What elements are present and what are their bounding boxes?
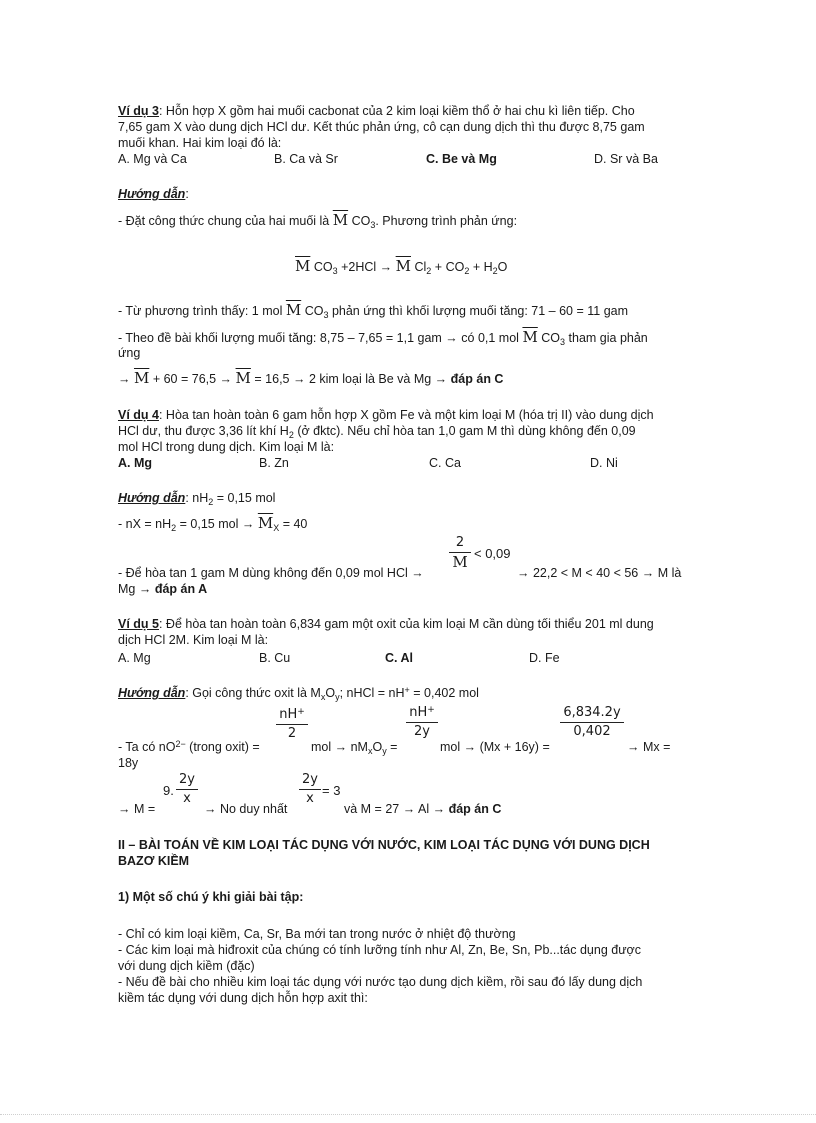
solution-5-text: và M = 27 → Al →: [344, 802, 446, 816]
mbar-symbol: $\overline{M}$: [285, 301, 302, 319]
note-line-3: với dung dịch kiềm (đặc): [118, 959, 255, 973]
example-4-text: HCl dư, thu được 3,36 lít khí H: [118, 424, 289, 438]
sup-2-minus: 2−: [175, 739, 186, 749]
example-4-text: (ở đktc). Nếu chỉ hòa tan 1,0 gam M thì dùng không đến 0,09: [293, 424, 636, 438]
solution-4-line-2: - Để hòa tan 1 gam M dùng không đến 0,09 mol HCl →: [118, 566, 424, 580]
section-title-line-2: BAZƠ KIỀM: [118, 854, 190, 868]
fraction-bar: [560, 722, 624, 723]
solution-5-text: ; nHCl = nH: [339, 686, 405, 700]
fraction-bar: [276, 724, 308, 725]
fraction-nh-over-2: [276, 707, 308, 742]
fraction-numerator: 2: [455, 535, 465, 550]
solution-5-text: =: [386, 740, 398, 754]
sup-plus: +: [404, 685, 410, 695]
solution-4-text: : nH: [185, 491, 209, 505]
solution-5-line-3-b: → No duy nhất: [204, 802, 288, 816]
o-text: O: [325, 686, 336, 700]
mbar-symbol: $\overline{M}$: [395, 257, 411, 275]
solution-5-heading: Hướng dẫn: [118, 686, 186, 700]
example-3-text: : Hỗn hợp X gồm hai muối cacbonat của 2 kim loại kiềm thổ ở hai chu kì liên tiếp. Cho: [158, 104, 635, 118]
solution-3-heading: Hướng dẫn: [118, 187, 186, 201]
answer-label: đáp án C: [450, 372, 504, 386]
solution-4-text: = 0,15 mol →: [176, 517, 255, 531]
fraction-2y-over-x-b: [299, 772, 321, 807]
fraction-mass-over-mol: [560, 705, 624, 740]
solution-3-line-1: [118, 213, 517, 229]
solution-4-text: = 40: [282, 517, 308, 531]
solution-5-line-1-d: → Mx =: [627, 740, 671, 754]
fraction-2y-over-x-a: [176, 772, 198, 807]
fraction-numerator: 2y: [302, 772, 318, 787]
sub-2: 2: [426, 266, 432, 276]
solution-3-line-2: [118, 303, 628, 319]
example-4-line-3: mol HCl trong dung dịch. Kim loại M là:: [118, 440, 335, 454]
note-line-2: - Các kim loại mà hiđroxit của chúng có tính lưỡng tính như Al, Zn, Be, Sn, Pb...tác dụng được: [118, 943, 642, 957]
note-line-4: - Nếu đề bài cho nhiều kim loại tác dụng với nước tạo dung dịch kiềm, rồi sau đó lấy dung dịch: [118, 975, 643, 989]
example-3-option-d: D. Sr và Ba: [594, 152, 658, 166]
example-3-title: Ví dụ 3: [118, 104, 159, 118]
sub-x: X: [273, 523, 280, 533]
fraction-comparison: < 0,09: [474, 546, 511, 561]
example-4-title: Ví dụ 4: [118, 408, 159, 422]
solution-3-text: = 16,5 → 2 kim loại là Be và Mg →: [254, 372, 448, 386]
fraction-denominator: 0,402: [573, 724, 611, 739]
sub-2: 2: [464, 266, 470, 276]
sub-2: 2: [208, 497, 214, 507]
sub-3: 3: [332, 266, 338, 276]
mbar-symbol: $\overline{M}$: [295, 257, 311, 275]
example-5-line-2: dịch HCl 2M. Kim loại M là:: [118, 633, 269, 647]
example-5-option-b: B. Cu: [259, 651, 291, 665]
solution-4-text: - nX = nH: [118, 517, 172, 531]
numerator-text: nH: [279, 707, 298, 722]
example-4-text: : Hòa tan hoàn toàn 6 gam hỗn hợp X gồm Fe và một kim loại M (hóa trị II) vào dung dịch: [158, 408, 654, 422]
equation-h2o: + H: [472, 260, 493, 274]
mbar-symbol: $\overline{M}$: [235, 369, 251, 387]
example-5-text: : Để hòa tan hoàn toàn 6,834 gam một oxit của kim loại M cần dùng tối thiểu 201 ml dung: [158, 617, 654, 631]
fraction-nh-over-2y: [406, 705, 438, 740]
solution-4-line-1: [118, 516, 307, 532]
o-text: O: [372, 740, 383, 754]
fraction-numerator: [406, 705, 438, 721]
fraction-bar: [299, 789, 321, 790]
solution-5-text: - Ta có nO: [118, 740, 176, 754]
solution-5-line-1-a: [118, 740, 260, 755]
fraction-equals-3: = 3: [322, 783, 341, 798]
solution-5-text: mol → nM: [311, 740, 368, 754]
example-5-line-1: [118, 617, 654, 632]
co-text: CO: [313, 260, 333, 274]
fraction-denominator: M: [452, 553, 468, 571]
example-5-title: Ví dụ 5: [118, 617, 159, 631]
example-3-line-3: muối khan. Hai kim loại đó là:: [118, 136, 282, 150]
example-3-option-a: A. Mg và Ca: [118, 152, 187, 166]
example-4-line-2: [118, 424, 636, 439]
fraction-bar: [176, 789, 198, 790]
sub-x: x: [367, 746, 373, 756]
solution-4-heading-line: [118, 491, 275, 506]
solution-3-text: - Từ phương trình thấy: 1 mol: [118, 304, 283, 318]
example-4-option-b: B. Zn: [259, 456, 289, 470]
solution-3-text-end: . Phương trình phản ứng:: [375, 214, 518, 228]
solution-4-text: Mg →: [118, 582, 152, 596]
solution-3-line-3: [118, 330, 648, 346]
solution-3-text: + 60 = 76,5 →: [152, 372, 233, 386]
solution-5-line-3-c: [344, 802, 501, 817]
mbar-symbol: $\overline{M}$: [332, 211, 349, 229]
fraction-numerator: 6,834.2y: [563, 705, 621, 720]
fraction-denominator: 2: [287, 726, 297, 741]
solution-3-line-4: ứng: [118, 346, 141, 360]
fraction-prefix: 9.: [163, 783, 174, 798]
mbar-symbol: $\overline{M}$: [257, 514, 274, 532]
solution-4-heading: Hướng dẫn: [118, 491, 186, 505]
sub-3: 3: [323, 310, 329, 320]
example-5-option-c: C. Al: [385, 651, 414, 665]
example-3-line-1: [118, 104, 635, 119]
fraction-denominator: 2y: [414, 724, 430, 739]
sub-y: y: [335, 692, 340, 702]
note-line-5: kiềm tác dụng với dung dịch hỗn hợp axit thì:: [118, 991, 368, 1005]
co-text: CO: [304, 304, 324, 318]
cl-text: Cl: [414, 260, 427, 274]
sup-plus: +: [297, 707, 305, 717]
example-4-option-c: C. Ca: [429, 456, 461, 470]
solution-3-line-5: [118, 371, 503, 387]
equation-plus-hcl: +2HCl →: [341, 260, 393, 274]
sup-plus: +: [427, 705, 435, 715]
example-3-line-2: 7,65 gam X vào dung dịch HCl dư. Kết thúc phản ứng, cô cạn dung dịch thì thu được 8,75 gam: [118, 120, 645, 134]
fraction-denominator: x: [183, 791, 191, 806]
solution-4-text: = 0,15 mol: [213, 491, 276, 505]
solution-5-line-2: 18y: [118, 756, 139, 770]
note-line-1: - Chỉ có kim loại kiềm, Ca, Sr, Ba mới tan trong nước ở nhiệt độ thường: [118, 927, 516, 941]
example-4-option-d: D. Ni: [590, 456, 618, 470]
fraction-numerator: 2y: [179, 772, 195, 787]
example-5-option-d: D. Fe: [529, 651, 560, 665]
sub-y: y: [382, 746, 387, 756]
o-text: O: [497, 260, 508, 274]
solution-3-text-end: phản ứng thì khối lượng muối tăng: 71 – 60 = 11 gam: [331, 304, 629, 318]
solution-5-text: (trong oxit) =: [185, 740, 260, 754]
fraction-2-over-m: [449, 535, 471, 570]
example-5-option-a: A. Mg: [118, 651, 151, 665]
mbar-symbol: $\overline{M}$: [522, 328, 538, 346]
mbar-symbol: $\overline{M}$: [133, 369, 150, 387]
answer-label: đáp án A: [154, 582, 208, 596]
reaction-equation: [295, 259, 507, 275]
sub-2: 2: [492, 266, 498, 276]
solution-3-heading-line: [118, 187, 189, 202]
sub-2: 2: [171, 523, 177, 533]
solution-5-text: = 0,402 mol: [409, 686, 479, 700]
solution-4-line-3: [118, 582, 207, 597]
example-3-option-b: B. Ca và Sr: [274, 152, 338, 166]
solution-3-text: - Theo đề bài khối lượng muối tăng: 8,75 – 7,65 = 1,1 gam → có 0,1 mol: [118, 331, 519, 345]
example-4-option-a: A. Mg: [118, 456, 153, 470]
co-text: CO: [351, 214, 371, 228]
example-3-option-c: C. Be và Mg: [426, 152, 497, 166]
sub-x: x: [320, 692, 326, 702]
numerator-text: nH: [409, 705, 428, 720]
co-text: CO: [541, 331, 561, 345]
sub-3: 3: [370, 220, 376, 230]
solution-5-text: : Gọi công thức oxit là M: [185, 686, 321, 700]
solution-3-text-end: tham gia phản: [568, 331, 648, 345]
answer-label: đáp án C: [448, 802, 502, 816]
example-4-line-1: [118, 408, 654, 423]
fraction-numerator: [276, 707, 308, 723]
fraction-bar: [406, 722, 438, 723]
solution-5-line-1-b: [311, 740, 397, 755]
arrow-text: →: [118, 372, 131, 386]
page-bottom-divider: [0, 1114, 816, 1115]
solution-3-colon: :: [185, 187, 189, 201]
solution-4-line-2-end: → 22,2 < M < 40 < 56 → M là: [517, 566, 682, 580]
solution-3-text: - Đặt công thức chung của hai muối là: [118, 214, 330, 228]
section-title-line-1: II – BÀI TOÁN VỀ KIM LOẠI TÁC DỤNG VỚI NƯỚC, KIM LOẠI TÁC DỤNG VỚI DUNG DỊCH: [118, 838, 650, 852]
section-subtitle: 1) Một số chú ý khi giải bài tập:: [118, 890, 304, 904]
solution-5-line-1-c: mol → (Mx + 16y) =: [440, 740, 550, 754]
solution-5-line-3-a: → M =: [118, 802, 156, 816]
sub-3: 3: [560, 337, 566, 347]
fraction-denominator: x: [306, 791, 314, 806]
sub-2: 2: [288, 430, 294, 440]
solution-5-heading-line: [118, 686, 479, 701]
equation-co2: + CO: [434, 260, 465, 274]
